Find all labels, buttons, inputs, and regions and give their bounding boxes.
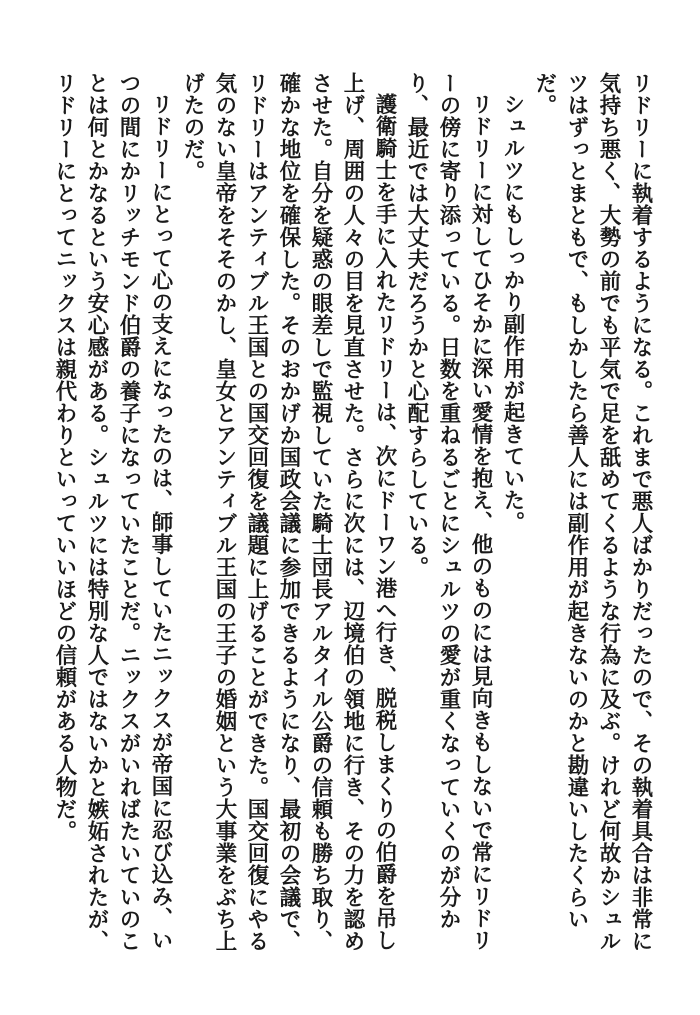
vertical-text-body bbox=[48, 72, 656, 972]
paragraph-2: シュルツにもしっかり副作用が起きていた。 bbox=[500, 93, 525, 534]
paragraph-3: リドリーに対してひそかに深い愛情を抱え、他のものには見向きもしないで常にリドリーの傍に寄り添っている。日数を重ねるごとにシュルツの愛が重くなっていくのが分かり、最近では大丈夫だろうかと心配すらしている。 bbox=[404, 72, 493, 952]
paragraph-1: リドリーに執着するようになる。これまで悪人ばかりだったので、その執着具合は非常に気持ち悪く、大勢の前でも平気で足を舐めてくるような行為に及ぶ。けれど何故かシュルツはずっとまともで、もしかしたら善人には副作用が起きないのかと勘違いしたくらいだ。 bbox=[532, 72, 653, 952]
paragraph-4: 護衛騎士を手に入れたリドリーは、次にドーワン港へ行き、脱税しまくりの伯爵を吊し上げ、周囲の人々の目を見直させた。さらに次には、辺境伯の領地に行き、その力を認めさせた。自分を疑惑の眼差しで監視していた騎士団長アルタイル公爵の信頼も勝ち取り、確かな地位を確保した。そのおかげか国政会議に参加できるようになり、最初の会議で、リドリーはアンティブル王国との国交回復を議題に上げることができた。国交回復にやる気のない皇帝をそそのかし、皇女とアンティブル王国の王子の婚姻という大事業をぶち上げたのだ。 bbox=[180, 72, 397, 952]
paragraph-5: リドリーにとって心の支えになったのは、師事していたニックスが帝国に忍び込み、いつの間にかリッチモンド伯爵の養子になっていたことだ。ニックスがいればたいていのことは何とかなるという安心感がある。シュルツには特別な人ではないかと嫉妬されたが、リドリーにとってニックスは親代わりといっていいほどの信頼がある人物だ。 bbox=[52, 72, 173, 952]
